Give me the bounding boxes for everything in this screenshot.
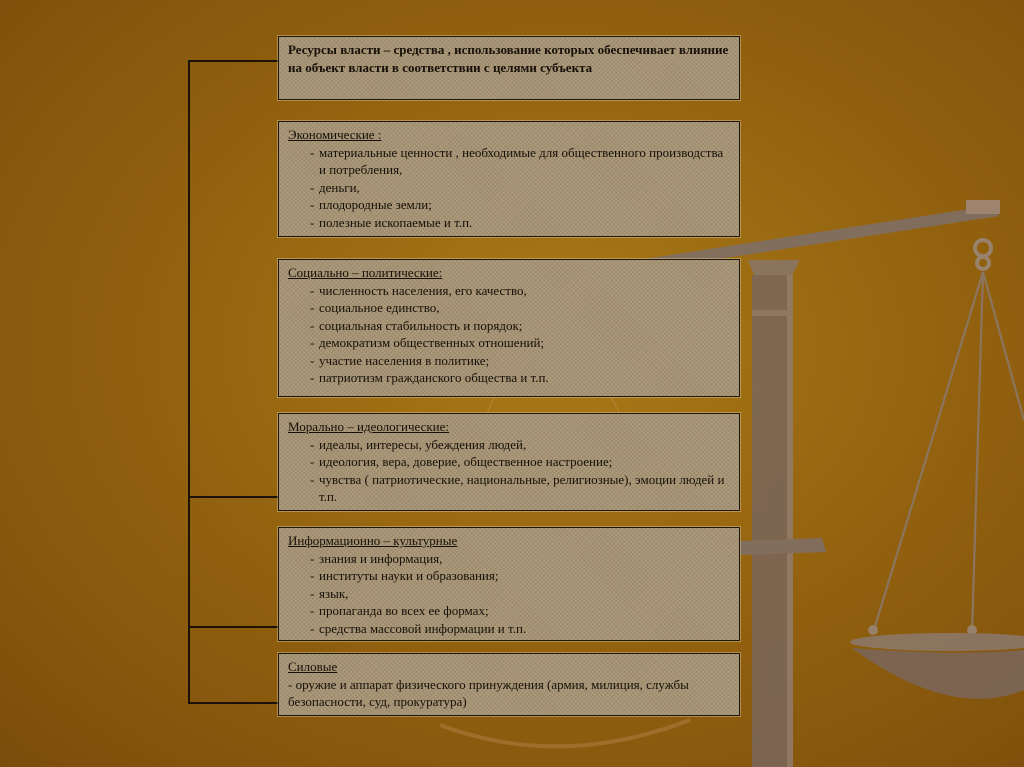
category-box-economic — [278, 121, 740, 237]
root-box — [278, 36, 740, 100]
category-box-socio-political — [278, 259, 740, 397]
list-item: - деньги, — [310, 179, 360, 195]
list-item: - участие населения в политике; — [310, 352, 490, 368]
list-item: - идеалы, интересы, убеждения людей, — [310, 436, 527, 452]
list-item: - численность населения, его качество, — [310, 282, 527, 298]
category-box-force — [278, 653, 740, 716]
category-title: Силовые — [288, 659, 338, 674]
list-item: - социальная стабильность и порядок; — [310, 317, 523, 333]
root-title: Ресурсы власти – средства , использование которых обеспечивает влияние на объект власти в соответствии с целями субъекта — [288, 42, 729, 75]
list-item: - демократизм общественных отношений; — [310, 335, 545, 350]
category-title: Информационно – культурные — [288, 533, 458, 548]
list-item: - знания и информация, — [310, 550, 443, 566]
connector-trunk — [188, 60, 190, 704]
list-item: - социальное единство, — [310, 300, 440, 315]
category-title: Морально – идеологические: — [288, 419, 449, 434]
connector-branch-3 — [188, 702, 279, 704]
list-item: - полезные ископаемые и т.п. — [310, 214, 473, 230]
connector-branch-root — [188, 60, 279, 62]
category-box-info-cultural — [278, 527, 740, 641]
category-text: - оружие и аппарат физического принуждения (армия, милиция, службы безопасности, суд, прокуратура) — [288, 676, 689, 709]
connector-branch-1 — [188, 496, 279, 498]
list-item: - плодородные земли; — [310, 197, 432, 212]
list-item: - институты науки и образования; — [310, 568, 499, 583]
list-item: - язык, — [310, 585, 349, 601]
category-title: Экономические : — [288, 127, 382, 142]
list-item: - средства массовой информации и т.п. — [310, 620, 527, 636]
list-item: - пропаганда во всех ее формах; — [310, 603, 489, 618]
connector-branch-2 — [188, 626, 279, 628]
list-item: - патриотизм гражданского общества и т.п. — [310, 370, 549, 385]
list-item: - идеология, вера, доверие, общественное настроение; — [310, 454, 613, 469]
category-title: Социально – политические: — [288, 265, 443, 280]
list-item: - материальные ценности , необходимые для общественного производства и потребления, — [310, 144, 724, 177]
list-item: - чувства ( патриотические, национальные, религиозные), эмоции людей и т.п. — [310, 471, 725, 504]
category-box-moral-ideological — [278, 413, 740, 511]
